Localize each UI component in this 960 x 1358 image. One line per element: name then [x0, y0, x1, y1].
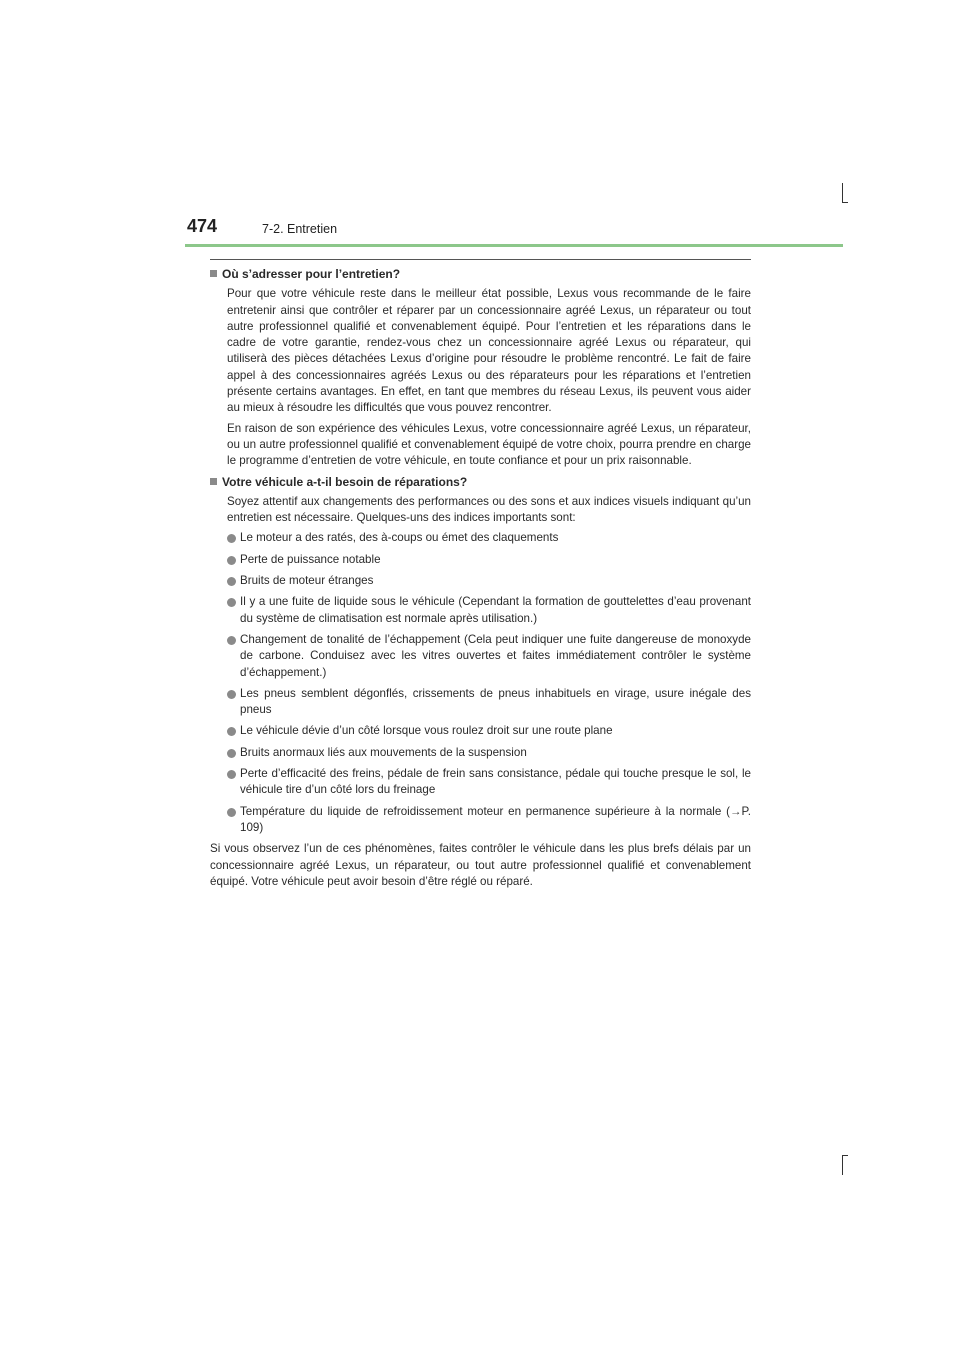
circle-bullet-icon: [227, 808, 236, 817]
main-content: [210, 259, 751, 894]
crop-mark-top: [842, 183, 843, 203]
list-item: [227, 745, 751, 761]
list-item: [227, 723, 751, 739]
square-bullet-icon: [210, 478, 217, 485]
list-item: [227, 552, 751, 568]
list-item-text: Le véhicule dévie d’un côté lorsque vous roulez droit sur une route plane: [240, 724, 613, 738]
list-item-text: Bruits anormaux liés aux mouvements de la suspension: [240, 745, 527, 759]
circle-bullet-icon: [227, 556, 236, 565]
paragraph: Soyez attentif aux changements des performances ou des sons et aux indices visuels indiquant qu’un entretien est nécessaire. Quelques-uns des indices importants sont:: [227, 494, 751, 525]
subheading-text: Où s’adresser pour l’entretien?: [222, 267, 401, 281]
header-rule: [185, 244, 843, 247]
subheading: [210, 266, 751, 282]
circle-bullet-icon: [227, 598, 236, 607]
closing-paragraph: Si vous observez l’un de ces phénomènes, faites contrôler le véhicule dans les plus brefs délais par un concessionnaire agréé Lexus, un réparateur, ou tout autre professionnel qualifié et convenablement équipé. Votre véhicule peut avoir besoin d’être réglé ou réparé.: [210, 842, 751, 888]
section-repairs-needed: [210, 474, 751, 891]
list-item: [227, 573, 751, 589]
symptom-list: [227, 530, 751, 836]
list-item: [227, 530, 751, 546]
list-item-text: Changement de tonalité de l’échappement (Cela peut indiquer une fuite dangereuse de monoxyde de carbone. Conduisez avec les vitres ouvertes et faites immédiatement contrôler le système d’échappement.): [240, 632, 751, 679]
list-item-text: Perte d’efficacité des freins, pédale de frein sans consistance, pédale qui touche presque le sol, le véhicule tire d’un côté lors du freinage: [240, 767, 751, 797]
circle-bullet-icon: [227, 749, 236, 758]
subheading-text: Votre véhicule a-t-il besoin de réparations?: [222, 474, 468, 489]
circle-bullet-icon: [227, 534, 236, 543]
crop-mark-bottom: [842, 1155, 843, 1175]
list-item-text: Le moteur a des ratés, des à-coups ou émet des claquements: [240, 531, 559, 545]
list-item: [227, 632, 751, 681]
page-number: 474: [187, 216, 218, 236]
circle-bullet-icon: [227, 690, 236, 699]
circle-bullet-icon: [227, 727, 236, 736]
section-title: 7-2. Entretien: [262, 222, 338, 236]
list-item-text: Bruits de moteur étranges: [240, 574, 374, 588]
list-item-text: Température du liquide de refroidissement moteur en permanence supérieure à la normale (→P. 109): [240, 804, 751, 834]
crop-mark-top-foot: [842, 202, 848, 203]
circle-bullet-icon: [227, 636, 236, 645]
list-item: [227, 804, 751, 837]
circle-bullet-icon: [227, 577, 236, 586]
section-maintenance-where: [210, 266, 751, 470]
paragraph: Pour que votre véhicule reste dans le meilleur état possible, Lexus vous recommande de le faire entretenir ainsi que contrôler et réparer par un concessionnaire agréé Lexus, un réparateur ou tout autre professionnel qualifié et convenablement équipé. Pour l’entretien et les réparations dans le cadre de votre garantie, rendez-vous chez un concessionnaire agréé Lexus ou réparateur, qui utiliserà des pièces détachées Lexus d’origine pour résoudre le problème rencontré. Le fait de faire appel à des concessionnaires agréés Lexus ou des réparateurs pour les réparations et l’entretien présente certains avantages. En effet, en tant que membres du réseau Lexus, ils peuvent vous aider au mieux à résoudre les difficultés que vous pouvez rencontrer.: [227, 287, 751, 415]
list-item-text: Les pneus semblent dégonflés, crissements de pneus inhabituels en virage, usure inégale des pneus: [240, 686, 751, 717]
list-item: [227, 766, 751, 799]
paragraph: En raison de son expérience des véhicules Lexus, votre concessionnaire agréé Lexus, un réparateur, ou un autre professionnel qualifié et convenablement équipé de votre choix, pourra prendre en charge le programme d’entretien de votre véhicule, en toute confiance et pour un prix raisonnable.: [227, 421, 751, 468]
list-item-text: Perte de puissance notable: [240, 552, 381, 566]
list-item: [227, 686, 751, 719]
circle-bullet-icon: [227, 770, 236, 779]
square-bullet-icon: [210, 270, 217, 277]
list-item-text: Il y a une fuite de liquide sous le véhicule (Cependant la formation de gouttelettes d’eau provenant du système de climatisation est normale après utilisation.): [240, 595, 751, 625]
list-item: [227, 594, 751, 627]
crop-mark-bottom-foot: [842, 1155, 848, 1156]
subheading: [210, 474, 751, 490]
